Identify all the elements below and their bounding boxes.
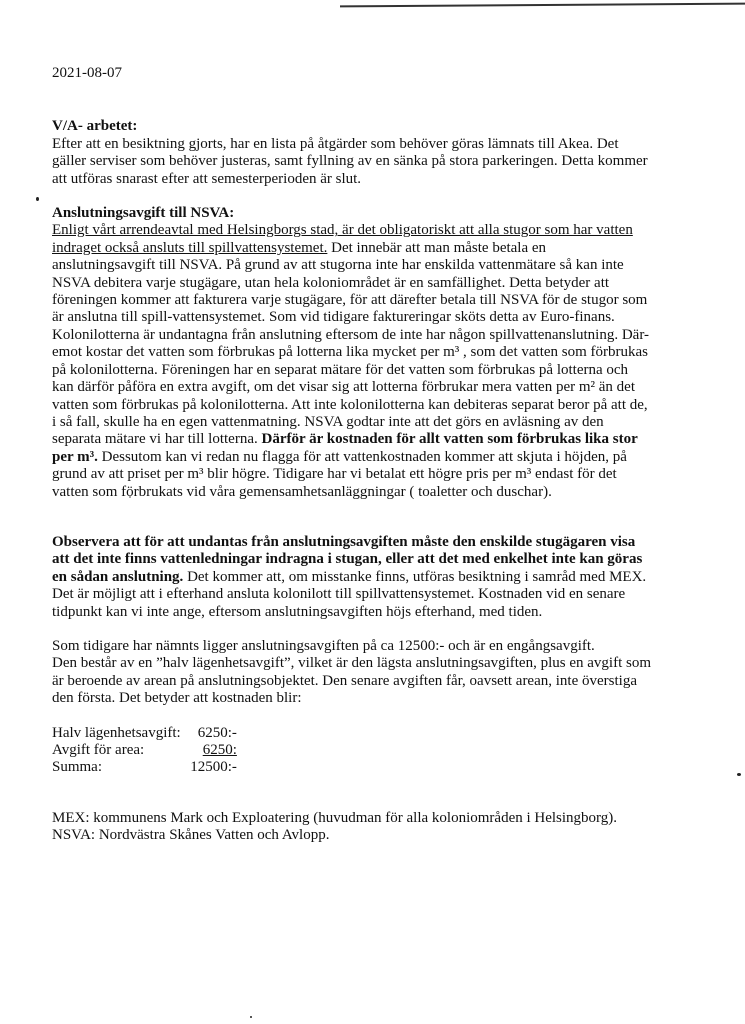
nsva-paragraph-2-bold: Därför är kostnaden för allt vatten som förbrukas lika stor per m³. [52,431,638,465]
scan-speck [737,773,741,776]
cost-value: 12500:- [190,759,237,776]
va-heading: V/A- arbetet: [52,118,138,135]
cost-row [52,742,237,759]
va-paragraph: Efter att en besiktning gjorts, har en lista på åtgärder som behöver göras lämnats till Akea. Det gäller serviser som behöver justeras, samt fyllning av en sänka på stora parkeringen. Detta kommer att utföras snarast efter att semesterperioden är slut. [52,135,648,187]
cost-label: Halv lägenhetsavgift: [52,724,181,741]
observe-bold-text: Observera att för att undantas från anslutningsavgiften måste den enskilde stugägaren visa att det inte finns vattenledningar indragna i stugan, eller att det med enkelhet inte kan göras en sådan anslutning. [52,533,643,585]
nsva-paragraph-1-rest: Det innebär att man måste betala en anslutningsavgift till NSVA. På grund av att stugorna inte har enskilda vattenmätare så kan inte NSVA debitera varje stugägare, utan hela koloniområdet är en samfällighet. Detta betyder att föreningen kommer att fakturera varje stugägare, för att därefter betala till NSVA för de stugor som är anslutna till spill-vattensystemet. Som vid tidigare faktureringar sköts detta av Euro-finans. [52,239,648,326]
document-page [52,65,652,845]
observe-paragraph [52,534,652,621]
fee-line-1: Som tidigare har nämnts ligger anslutningsavgiften på ca 12500:- och är en engångsavgift. [52,637,595,654]
cost-value: 6250: [202,742,237,758]
abbreviation-nsva: NSVA: Nordvästra Skånes Vatten och Avlopp. [52,827,330,844]
nsva-paragraph-2 [52,327,652,501]
cost-row [52,759,237,776]
nsva-underlined-text: Enligt vårt arrendeavtal med Helsingborgs stad, är det obligatoriskt att alla stugor som har vatten indraget också ansluts till spillvattensystemet. [52,222,633,256]
observe-rest-text: Det kommer att, om misstanke finns, utföras besiktning i samråd med MEX. Det är möjligt att i efterhand ansluta kolonilott till spillvattensystemet. Kostnaden vid en senare tidpunkt kan vi inte ange, eftersom anslutningsavgiften höjs efterhand, med tiden. [52,568,647,620]
scan-edge-line [340,3,745,8]
cost-value: 6250:- [197,724,237,741]
cost-label: Avgift för area: [52,742,145,758]
scan-speck [36,197,39,201]
document-date: 2021-08-07 [52,65,122,81]
nsva-paragraph-2-end: Dessutom kan vi redan nu flagga för att vattenkostnaden kommer att skjuta i höjden, på grund av att priset per m³ blir högre. Tidigare har vi betalat ett högre pris per m³ endast för det vatten som förbrukats vid våra gemensamhetsanläggningar ( toaletter och duschar). [52,448,627,500]
nsva-heading: Anslutningsavgift till NSVA: [52,205,235,222]
cost-table [52,725,237,777]
fee-paragraph: Den består av en ”halv lägenhetsavgift”, vilket är den lägsta anslutningsavgiften, plus en avgift som är beroende av arean på anslutningsobjektet. Den senare avgiften får, oavsett arean, inte överstiga den första. Det betyder att kostnaden blir: [52,655,651,707]
nsva-paragraph-2-start: Kolonilotterna är undantagna från anslutning eftersom de inte har någon spillvattenanslutning. Där-emot kostar det vatten som förbrukas på lotterna lika mycket per m³ , som det vatten som förbrukas på kolonilotterna. Föreningen har en separat mätare för det vatten som förbrukas på lotterna och kan därför påföra en extra avgift, om det visar sig att lotterna förbrukar mera vatten per m² än det vatten som förbrukas på kolonilotterna. Att inte kolonilotterna kan debiteras separat beror på att de, i så fall, skulle ha en egen vattenmatning. NSVA godtar inte att det görs en avläsning av den separata mätare vi har till lotterna. [52,326,650,448]
cost-label: Summa: [52,759,103,776]
cost-row [52,725,237,742]
nsva-paragraph-1 [52,222,652,326]
scan-speck [250,1016,252,1018]
abbreviation-mex: MEX: kommunens Mark och Exploatering (huvudman för alla koloniområden i Helsingborg). [52,809,618,826]
